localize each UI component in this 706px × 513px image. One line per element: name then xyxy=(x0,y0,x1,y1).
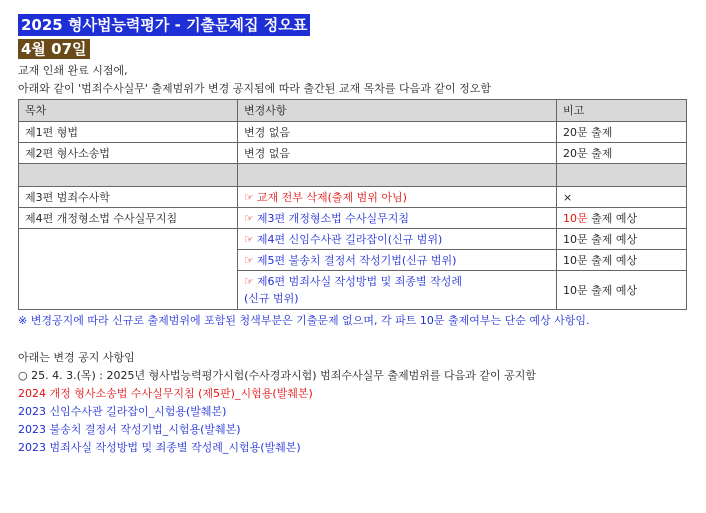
hand-pointing-right-icon: ☞ xyxy=(244,275,254,288)
document-link[interactable]: 2023 불송치 결정서 작성기법_시험용(발췌본) xyxy=(18,423,241,436)
note-cell: × xyxy=(557,187,687,208)
toc-cell xyxy=(19,271,238,310)
column-header-toc: 목차 xyxy=(19,100,238,122)
errata-table xyxy=(18,99,687,310)
change-cell: ☞ 제4편 신임수사관 길라잡이(신규 범위) xyxy=(238,229,557,250)
table-header-row xyxy=(19,100,687,122)
toc-cell: 제3편 범죄수사학 xyxy=(19,187,238,208)
table-row xyxy=(19,208,687,229)
toc-cell xyxy=(19,229,238,250)
hand-pointing-right-icon: ☞ xyxy=(244,253,254,267)
note-cell: 10문 출제 예상 xyxy=(557,208,687,229)
errata-document xyxy=(18,14,690,457)
hand-pointing-right-icon: ☞ xyxy=(244,211,254,225)
toc-cell: 제1편 형법 xyxy=(19,122,238,143)
document-title: 2025 형사법능력평가 - 기출문제집 정오표 xyxy=(18,14,310,36)
toc-cell: 제4편 개정형소법 수사실무지침 xyxy=(19,208,238,229)
date-badge: 4월 07일 xyxy=(18,39,90,59)
toc-cell xyxy=(19,250,238,271)
footnote: ※ 변경공지에 따라 신규로 출제범위에 포함된 청색부분은 기출문제 없으며, 각 파트 10문 출제여부는 단순 예상 사항임. xyxy=(18,314,590,327)
change-cell: ☞ 제5편 불송치 결정서 작성기법(신규 범위) xyxy=(238,250,557,271)
table-row xyxy=(19,229,687,250)
change-cell: ☞ 제3편 개정형소법 수사실무지침 xyxy=(238,208,557,229)
change-cell: ☞ 제6편 범죄사실 작성방법 및 죄종별 작성례 (신규 범위) xyxy=(238,271,557,310)
change-cell: 변경 없음 xyxy=(238,122,557,143)
document-link-red[interactable]: 2024 개정 형사소송법 수사실무지침 (제5판)_시험용(발췌본) xyxy=(18,387,313,400)
table-row xyxy=(19,143,687,164)
note-cell: 20문 출제 xyxy=(557,122,687,143)
note-cell: 10문 출제 예상 xyxy=(557,229,687,250)
hand-pointing-right-icon: ☞ xyxy=(244,232,254,246)
column-header-note: 비고 xyxy=(557,100,687,122)
note-cell: 10문 출제 예상 xyxy=(557,271,687,310)
intro-line-2: 아래와 같이 '범죄수사실무' 출제범위가 변경 공지됨에 따라 출간된 교재 목차를 다음과 같이 정오함 xyxy=(18,82,492,95)
document-link[interactable]: 2023 신임수사관 길라잡이_시험용(발췌본) xyxy=(18,405,227,418)
notice-line: ○ 25. 4. 3.(목) : 2025년 형사법능력평가시험(수사경과시험) 범죄수사실무 출제범위를 다음과 같이 공지함 xyxy=(18,369,536,382)
note-cell: 20문 출제 xyxy=(557,143,687,164)
table-row xyxy=(19,271,687,310)
table-row xyxy=(19,187,687,208)
intro-line-1: 교재 인쇄 완료 시점에, xyxy=(18,64,128,77)
hand-pointing-right-icon: ☞ xyxy=(244,190,254,204)
change-cell: 변경 없음 xyxy=(238,143,557,164)
table-row xyxy=(19,122,687,143)
toc-cell: 제2편 형사소송법 xyxy=(19,143,238,164)
note-cell: 10문 출제 예상 xyxy=(557,250,687,271)
document-link[interactable]: 2023 범죄사실 작성방법 및 죄종별 작성례_시험용(발췌본) xyxy=(18,441,301,454)
column-header-change: 변경사항 xyxy=(238,100,557,122)
table-row xyxy=(19,250,687,271)
notice-heading: 아래는 변경 공지 사항임 xyxy=(18,351,135,364)
change-cell: ☞ 교재 전부 삭제(출제 범위 아님) xyxy=(238,187,557,208)
table-separator-row xyxy=(19,164,687,187)
